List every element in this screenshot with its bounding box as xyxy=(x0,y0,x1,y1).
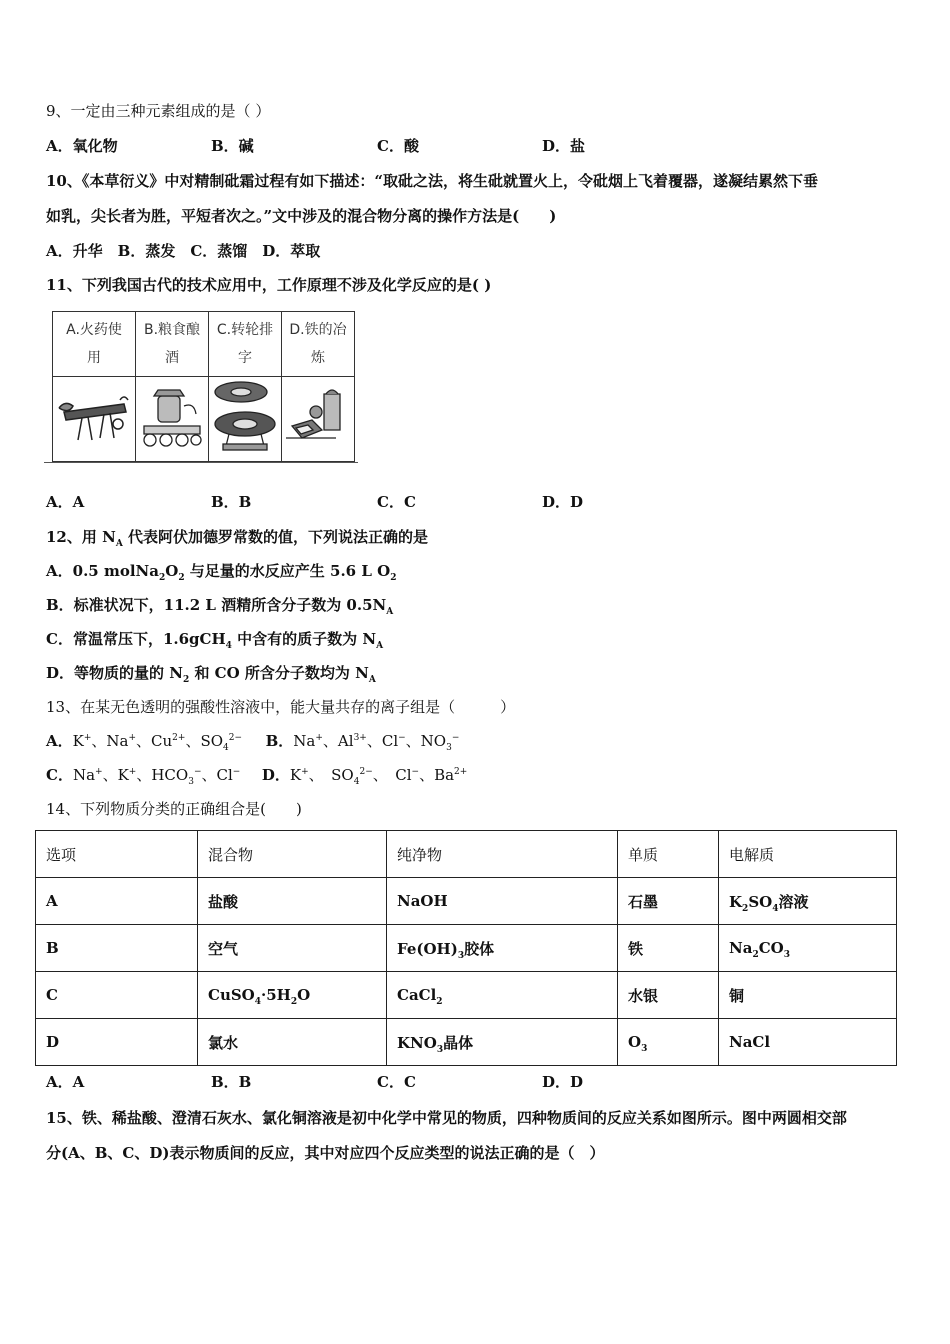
q11-option-a: A．A xyxy=(46,493,85,511)
table-header-row xyxy=(36,831,897,878)
q14-option-b: B．B xyxy=(211,1073,252,1091)
q12-option-c: C．常温常压下，1.6gCH$_4$ 中含有的质子数为 $N_A$ xyxy=(46,630,384,651)
table-cell: CaCl$_2$ xyxy=(387,972,618,1019)
q11-header-b: B.粮食酿 酒 xyxy=(136,312,209,377)
q11-option-b: B．B xyxy=(211,493,252,511)
q9-option-b: B．碱 xyxy=(211,137,254,155)
q9-option-c: C．酸 xyxy=(377,137,419,155)
table-cell: 氯水 xyxy=(198,1019,387,1066)
table-row xyxy=(36,1019,897,1066)
q14-option-d: D．D xyxy=(542,1073,584,1091)
gunpowder-weapon-image xyxy=(53,377,136,462)
table-cell: 石墨 xyxy=(618,878,719,925)
table-row xyxy=(36,925,897,972)
table-cell: D xyxy=(36,1019,198,1066)
header-cell: 电解质 xyxy=(719,831,897,878)
q12-option-a: A．0.5 $molNa_2O_2$ 与足量的水反应产生 5.6 L $O_2$ xyxy=(46,562,397,583)
q11-table-divider xyxy=(44,462,358,463)
q12-stem: 12、用 $N_A$ 代表阿伏加德罗常数的值，下列说法正确的是 xyxy=(46,528,429,549)
header-cell: 纯净物 xyxy=(387,831,618,878)
movable-type-wheel-image xyxy=(209,377,282,462)
table-cell: $Na_2CO_3$ xyxy=(719,925,897,972)
q11-header-a: A.火药使 用 xyxy=(53,312,136,377)
q12-option-d: D．等物质的量的 $N_2$ 和 CO 所含分子数均为 $N_A$ xyxy=(46,664,376,685)
q14-option-a: A．A xyxy=(46,1073,85,1091)
q14-option-c: C．C xyxy=(377,1073,416,1091)
table-cell: 空气 xyxy=(198,925,387,972)
header-cell: 混合物 xyxy=(198,831,387,878)
q15-line1: 15、铁、稀盐酸、澄清石灰水、氯化铜溶液是初中化学中常见的物质，四种物质间的反应关系如图所示。图中两圆相交部 xyxy=(46,1109,847,1127)
q12-option-b: B．标准状况下，11.2 L 酒精所含分子数为 $0.5N_A$ xyxy=(46,596,394,617)
q11-stem: 11、下列我国古代的技术应用中，工作原理不涉及化学反应的是( ) xyxy=(46,276,492,294)
table-cell: B xyxy=(36,925,198,972)
table-cell: 铁 xyxy=(618,925,719,972)
table-row xyxy=(36,878,897,925)
table-cell: 盐酸 xyxy=(198,878,387,925)
table-cell: NaOH xyxy=(387,878,618,925)
q9-option-d: D．盐 xyxy=(542,137,586,155)
q14-stem: 14、下列物质分类的正确组合是( ) xyxy=(46,800,302,818)
q9-stem: 9、一定由三种元素组成的是（ ） xyxy=(46,102,271,120)
table-cell: $Fe(OH)_3$胶体 xyxy=(387,925,618,972)
table-cell: NaCl xyxy=(719,1019,897,1066)
q11-header-c: C.转轮排 字 xyxy=(209,312,282,377)
q11-option-c: C．C xyxy=(377,493,416,511)
q11-header-d: D.铁的冶 炼 xyxy=(282,312,355,377)
q13-stem: 13、在某无色透明的强酸性溶液中，能大量共存的离子组是（ ） xyxy=(46,698,516,716)
table-cell: C xyxy=(36,972,198,1019)
table-cell: A xyxy=(36,878,198,925)
header-cell: 单质 xyxy=(618,831,719,878)
header-cell: 选项 xyxy=(36,831,198,878)
q13-options-ab: A．K+、Na+、$Cu^{2+}$、$SO_4^{2-}$ B．Na+、$Al^{3+}$、Cl−、$NO_3^-$ xyxy=(46,732,460,753)
table-cell: $K_2SO_4$溶液 xyxy=(719,878,897,925)
table-cell: 铜 xyxy=(719,972,897,1019)
table-cell: $CuSO_4\cdot 5H_2O$ xyxy=(198,972,387,1019)
q13-options-cd: C．Na+、K+、$HCO_3^-$、Cl− D．K+、 $SO_4^{2-}$、 Cl−、$Ba^{2+}$ xyxy=(46,766,468,787)
table-cell: $KNO_3$晶体 xyxy=(387,1019,618,1066)
grain-brewing-image xyxy=(136,377,209,462)
q11-picture-table xyxy=(52,311,355,462)
table-row xyxy=(36,972,897,1019)
q11-option-d: D．D xyxy=(542,493,584,511)
q10-options: A．升华 B．蒸发 C．蒸馏 D．萃取 xyxy=(46,242,321,260)
q14-classification-table xyxy=(35,830,897,1066)
iron-smelting-image xyxy=(282,377,355,462)
q15-line2: 分(A、B、C、D)表示物质间的反应，其中对应四个反应类型的说法正确的是（ ） xyxy=(46,1144,605,1162)
q10-line1: 10、《本草衍义》中对精制砒霜过程有如下描述：“取砒之法，将生砒就置火上，令砒烟上飞着覆器，遂凝结累然下垂 xyxy=(46,172,819,190)
q9-option-a: A．氧化物 xyxy=(46,137,118,155)
table-cell: $O_3$ xyxy=(618,1019,719,1066)
q10-line2: 如乳，尖长者为胜，平短者次之。”文中涉及的混合物分离的操作方法是( ) xyxy=(46,207,557,225)
table-cell: 水银 xyxy=(618,972,719,1019)
